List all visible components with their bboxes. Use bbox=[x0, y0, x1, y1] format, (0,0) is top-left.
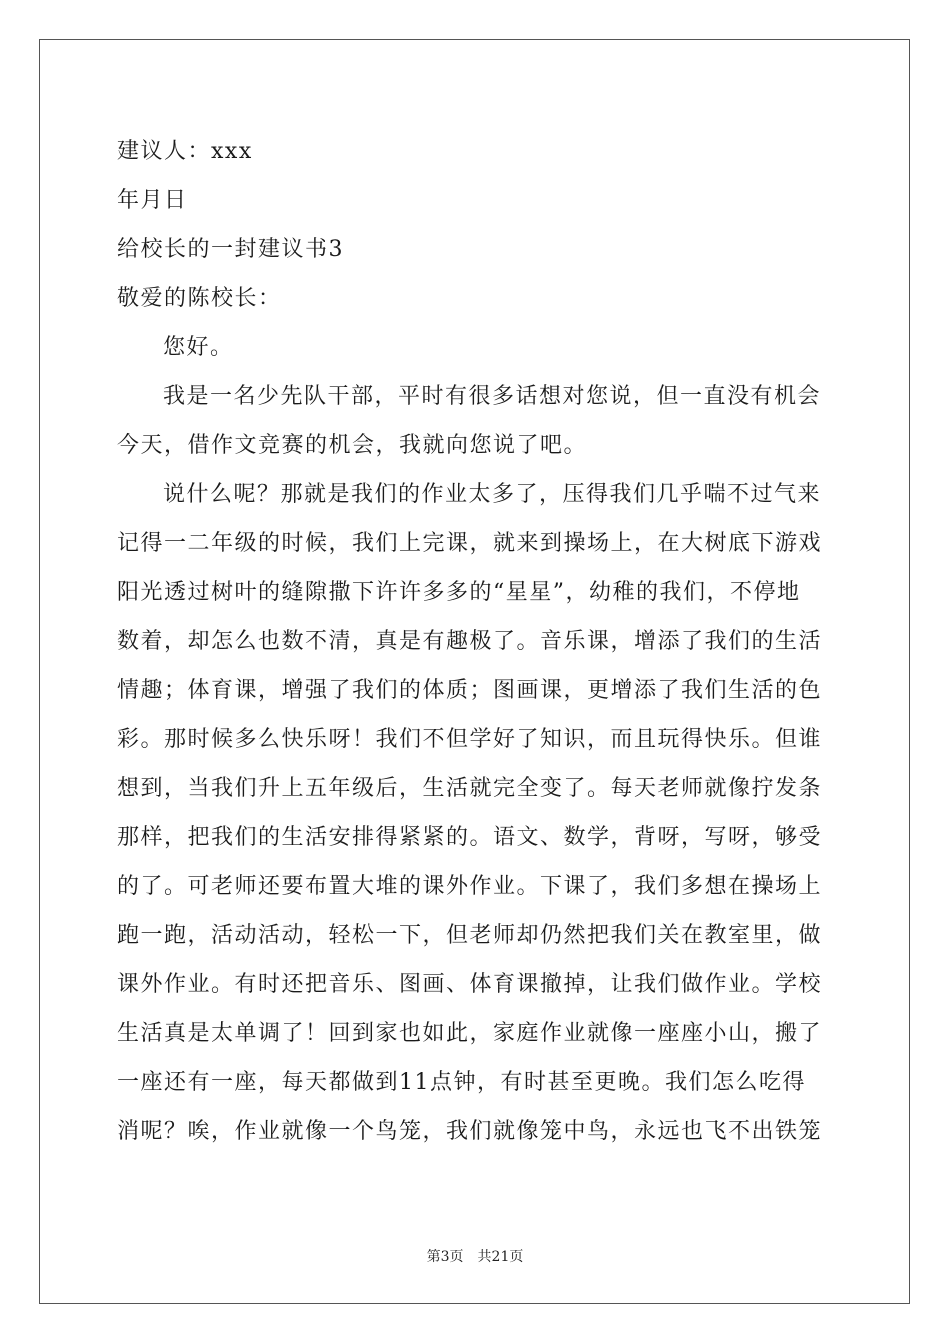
total-pages: 共21页 bbox=[477, 1249, 524, 1265]
text-line: 我是一名少先队干部，平时有很多话想对您说，但一直没有机会 bbox=[163, 384, 822, 409]
text-line: 消呢？唉，作业就像一个鸟笼，我们就像笼中鸟，永远也飞不出铁笼 bbox=[117, 1119, 823, 1144]
text-line: 给校长的一封建议书3 bbox=[117, 237, 344, 262]
text-line: 想到，当我们升上五年级后，生活就完全变了。每天老师就像拧发条 bbox=[117, 776, 823, 801]
text-line: 数着，却怎么也数不清，真是有趣极了。音乐课，增添了我们的生活 bbox=[117, 629, 823, 654]
text-line: 说什么呢？那就是我们的作业太多了，压得我们几乎喘不过气来 bbox=[163, 482, 822, 507]
text-line: 的了。可老师还要布置大堆的课外作业。下课了，我们多想在操场上 bbox=[117, 874, 823, 899]
text-line: 那样，把我们的生活安排得紧紧的。语文、数学，背呀，写呀，够受 bbox=[117, 825, 823, 850]
text-line: 跑一跑，活动活动，轻松一下，但老师却仍然把我们关在教室里，做 bbox=[117, 923, 823, 948]
text-line: 彩。那时候多么快乐呀！我们不但学好了知识，而且玩得快乐。但谁 bbox=[117, 727, 823, 752]
page-footer bbox=[0, 1246, 950, 1266]
text-line: 今天，借作文竞赛的机会，我就向您说了吧。 bbox=[117, 433, 588, 458]
text-line: 一座还有一座，每天都做到11点钟，有时甚至更晚。我们怎么吃得 bbox=[117, 1070, 806, 1095]
text-line: 年月日 bbox=[117, 188, 188, 213]
page-number: 第3页 bbox=[426, 1249, 464, 1265]
text-line: 情趣；体育课，增强了我们的体质；图画课，更增添了我们生活的色 bbox=[117, 678, 823, 703]
text-line: 您好。 bbox=[163, 335, 234, 360]
text-line: 敬爱的陈校长： bbox=[117, 286, 282, 311]
text-line: 阳光透过树叶的缝隙撒下许许多多的“星星”，幼稚的我们，不停地 bbox=[117, 580, 801, 605]
document-body bbox=[117, 127, 833, 1156]
text-line: 课外作业。有时还把音乐、图画、体育课撤掉，让我们做作业。学校 bbox=[117, 972, 823, 997]
text-line: 生活真是太单调了！回到家也如此，家庭作业就像一座座小山，搬了 bbox=[117, 1021, 823, 1046]
text-line: 记得一二年级的时候，我们上完课，就来到操场上，在大树底下游戏 bbox=[117, 531, 823, 556]
text-line: 建议人：xxx bbox=[117, 139, 253, 164]
